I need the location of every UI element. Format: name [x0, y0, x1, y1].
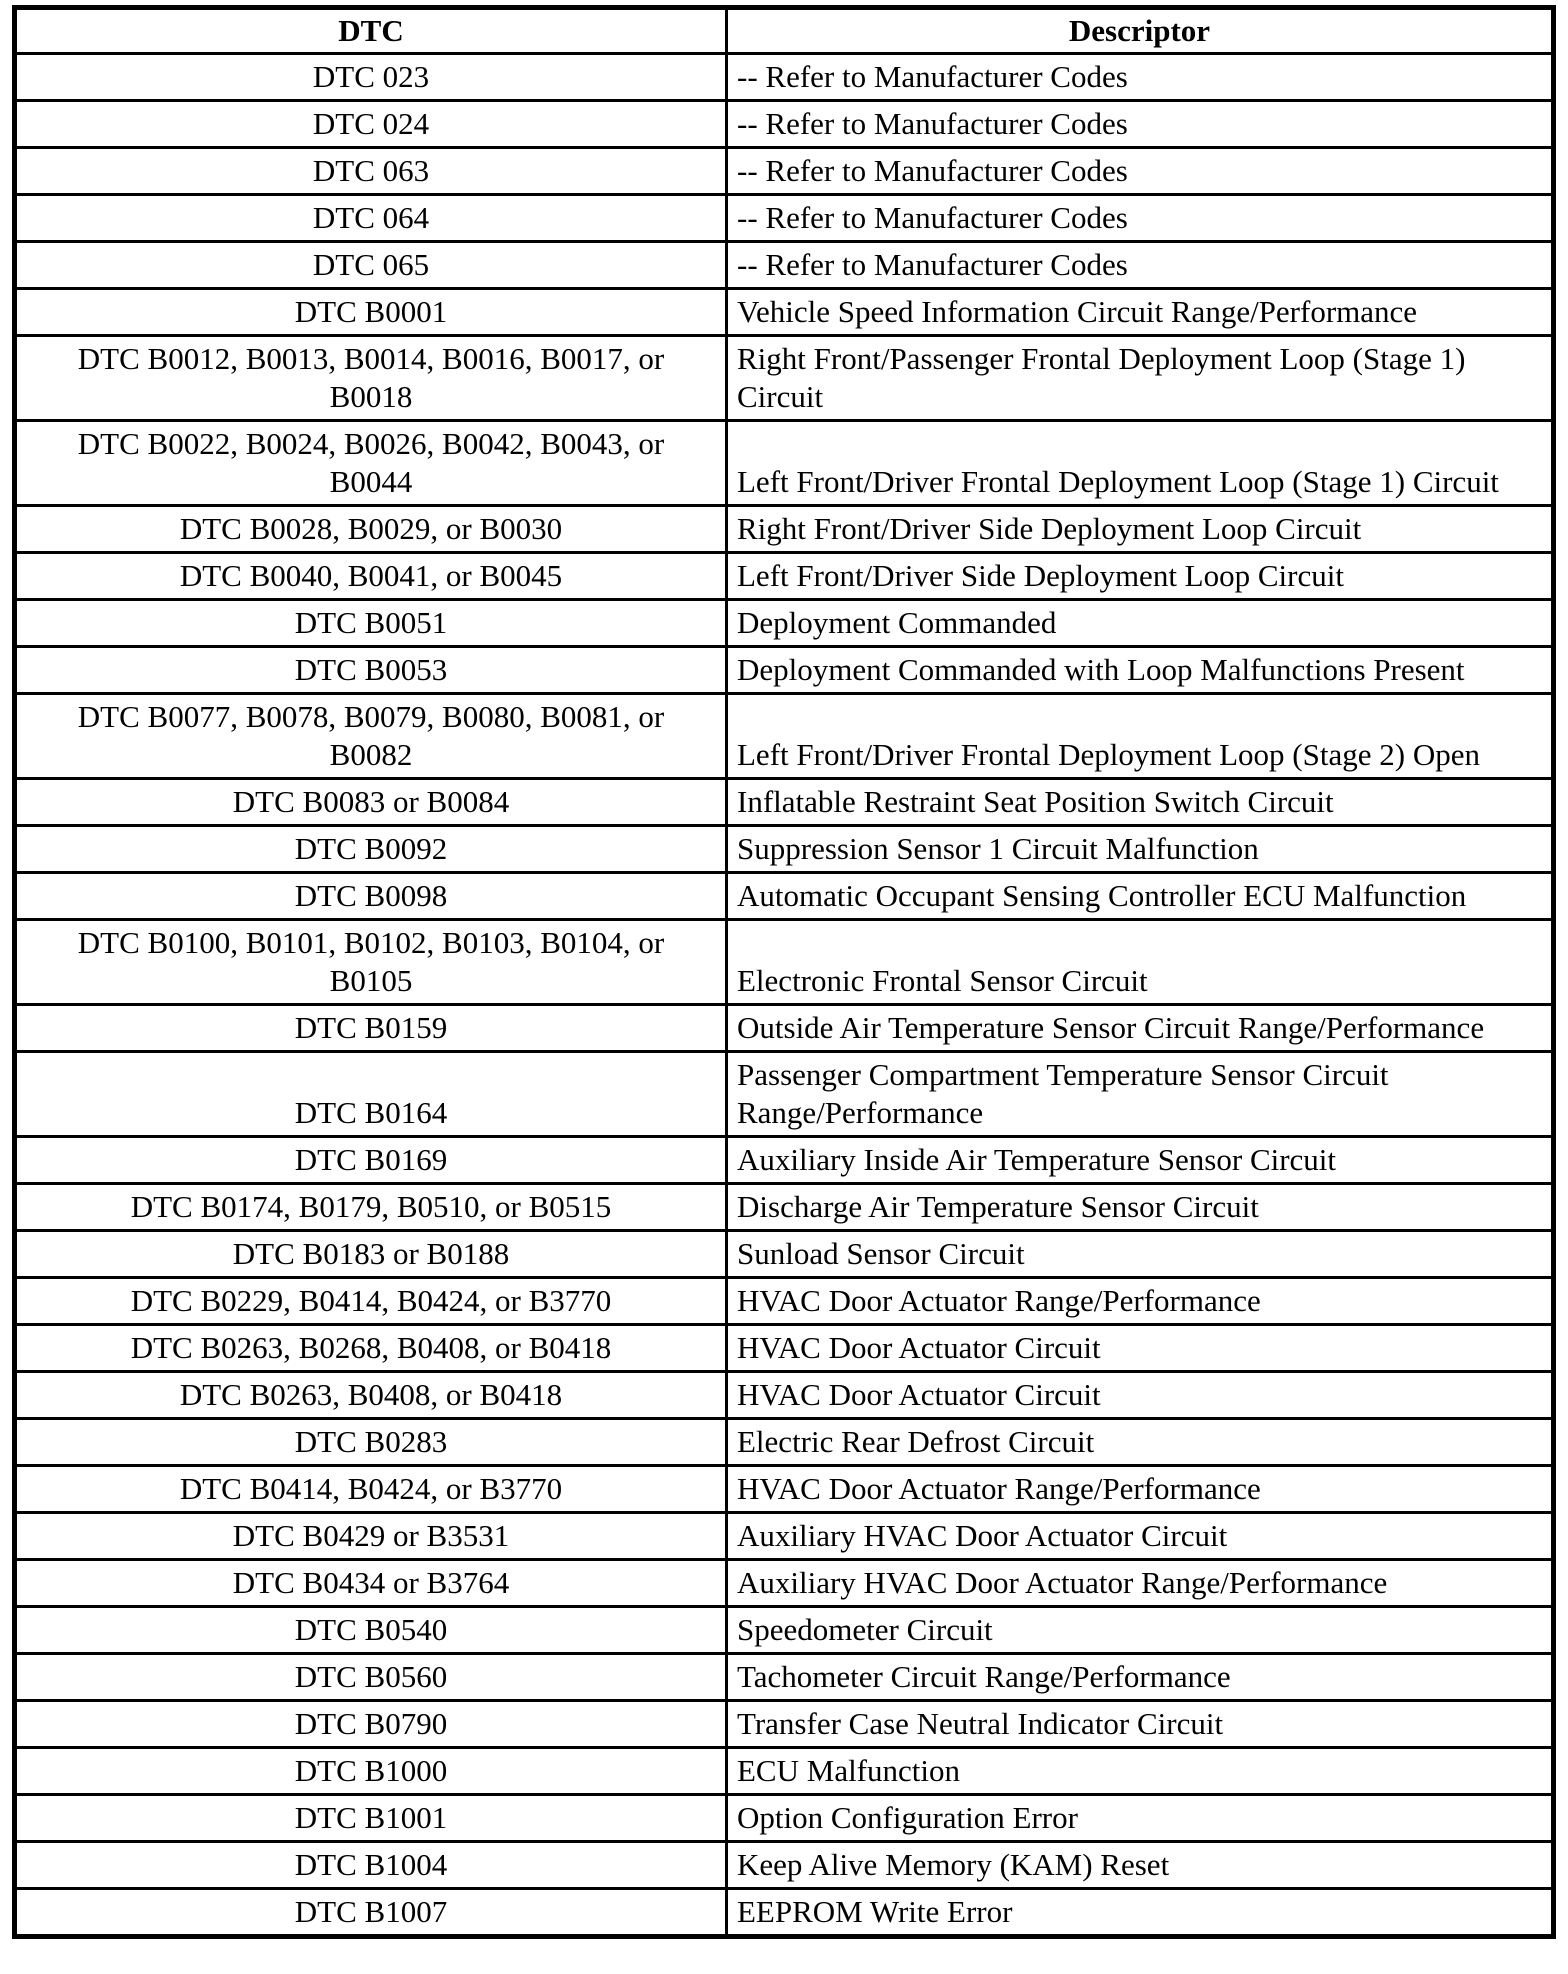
dtc-code-cell: DTC B0429 or B3531 — [15, 1513, 727, 1560]
dtc-code-cell: DTC B0263, B0268, B0408, or B0418 — [15, 1325, 727, 1372]
dtc-code-cell: DTC B0560 — [15, 1654, 727, 1701]
table-row — [15, 1184, 1554, 1231]
descriptor-cell: HVAC Door Actuator Range/Performance — [727, 1466, 1554, 1513]
descriptor-cell: EEPROM Write Error — [727, 1889, 1554, 1937]
descriptor-cell: Transfer Case Neutral Indicator Circuit — [727, 1701, 1554, 1748]
descriptor-cell: Electronic Frontal Sensor Circuit — [727, 920, 1554, 1005]
table-row — [15, 873, 1554, 920]
table-row — [15, 242, 1554, 289]
dtc-code-cell: DTC 023 — [15, 54, 727, 101]
descriptor-cell: Speedometer Circuit — [727, 1607, 1554, 1654]
table-row — [15, 1701, 1554, 1748]
table-row — [15, 826, 1554, 873]
table-row — [15, 336, 1554, 421]
table-row — [15, 1005, 1554, 1052]
descriptor-cell: Left Front/Driver Side Deployment Loop Circuit — [727, 553, 1554, 600]
descriptor-cell: -- Refer to Manufacturer Codes — [727, 195, 1554, 242]
table-row — [15, 694, 1554, 779]
table-row — [15, 1325, 1554, 1372]
dtc-code-cell: DTC B0028, B0029, or B0030 — [15, 506, 727, 553]
descriptor-cell: Left Front/Driver Frontal Deployment Loop (Stage 1) Circuit — [727, 421, 1554, 506]
descriptor-cell: Discharge Air Temperature Sensor Circuit — [727, 1184, 1554, 1231]
table-row — [15, 553, 1554, 600]
dtc-code-cell: DTC B1004 — [15, 1842, 727, 1889]
descriptor-cell: HVAC Door Actuator Circuit — [727, 1325, 1554, 1372]
table-row — [15, 1052, 1554, 1137]
dtc-code-cell: DTC B0414, B0424, or B3770 — [15, 1466, 727, 1513]
table-row — [15, 1231, 1554, 1278]
descriptor-cell: Tachometer Circuit Range/Performance — [727, 1654, 1554, 1701]
table-row — [15, 148, 1554, 195]
descriptor-cell: ECU Malfunction — [727, 1748, 1554, 1795]
table-row — [15, 195, 1554, 242]
dtc-code-cell: DTC B0092 — [15, 826, 727, 873]
dtc-code-cell: DTC B0790 — [15, 1701, 727, 1748]
descriptor-cell: Auxiliary HVAC Door Actuator Range/Performance — [727, 1560, 1554, 1607]
descriptor-cell: Sunload Sensor Circuit — [727, 1231, 1554, 1278]
descriptor-cell: Outside Air Temperature Sensor Circuit Range/Performance — [727, 1005, 1554, 1052]
table-row — [15, 1748, 1554, 1795]
table-row — [15, 1137, 1554, 1184]
column-header-dtc: DTC — [15, 8, 727, 54]
table-row — [15, 920, 1554, 1005]
dtc-code-cell: DTC B0263, B0408, or B0418 — [15, 1372, 727, 1419]
dtc-code-cell: DTC B0434 or B3764 — [15, 1560, 727, 1607]
dtc-code-cell: DTC B0169 — [15, 1137, 727, 1184]
dtc-code-cell: DTC B0040, B0041, or B0045 — [15, 553, 727, 600]
table-header — [15, 8, 1554, 54]
descriptor-cell: Auxiliary HVAC Door Actuator Circuit — [727, 1513, 1554, 1560]
table-row — [15, 1842, 1554, 1889]
table-row — [15, 779, 1554, 826]
dtc-code-cell: DTC B1000 — [15, 1748, 727, 1795]
column-header-descriptor: Descriptor — [727, 8, 1554, 54]
descriptor-cell: Right Front/Passenger Frontal Deployment Loop (Stage 1) Circuit — [727, 336, 1554, 421]
dtc-code-cell: DTC B1001 — [15, 1795, 727, 1842]
dtc-code-cell: DTC 064 — [15, 195, 727, 242]
table-row — [15, 289, 1554, 336]
dtc-code-cell: DTC 024 — [15, 101, 727, 148]
dtc-code-cell: DTC B0229, B0414, B0424, or B3770 — [15, 1278, 727, 1325]
table-row — [15, 1654, 1554, 1701]
descriptor-cell: Option Configuration Error — [727, 1795, 1554, 1842]
table-row — [15, 1466, 1554, 1513]
descriptor-cell: Auxiliary Inside Air Temperature Sensor Circuit — [727, 1137, 1554, 1184]
table-row — [15, 1419, 1554, 1466]
dtc-code-cell: DTC B0012, B0013, B0014, B0016, B0017, or B0018 — [15, 336, 727, 421]
descriptor-cell: Left Front/Driver Frontal Deployment Loop (Stage 2) Open — [727, 694, 1554, 779]
dtc-code-cell: DTC B0159 — [15, 1005, 727, 1052]
dtc-code-cell: DTC B0001 — [15, 289, 727, 336]
table-row — [15, 506, 1554, 553]
descriptor-cell: -- Refer to Manufacturer Codes — [727, 54, 1554, 101]
descriptor-cell: Right Front/Driver Side Deployment Loop Circuit — [727, 506, 1554, 553]
descriptor-cell: -- Refer to Manufacturer Codes — [727, 242, 1554, 289]
table-body — [15, 54, 1554, 1937]
dtc-code-cell: DTC B1007 — [15, 1889, 727, 1937]
dtc-code-cell: DTC 065 — [15, 242, 727, 289]
descriptor-cell: HVAC Door Actuator Range/Performance — [727, 1278, 1554, 1325]
dtc-code-cell: DTC B0022, B0024, B0026, B0042, B0043, or B0044 — [15, 421, 727, 506]
dtc-code-cell: DTC B0174, B0179, B0510, or B0515 — [15, 1184, 727, 1231]
table-row — [15, 1607, 1554, 1654]
table-row — [15, 600, 1554, 647]
dtc-code-cell: DTC B0283 — [15, 1419, 727, 1466]
table-row — [15, 101, 1554, 148]
dtc-code-cell: DTC B0540 — [15, 1607, 727, 1654]
dtc-code-cell: DTC 063 — [15, 148, 727, 195]
table-row — [15, 647, 1554, 694]
dtc-code-cell: DTC B0083 or B0084 — [15, 779, 727, 826]
descriptor-cell: Deployment Commanded — [727, 600, 1554, 647]
descriptor-cell: Keep Alive Memory (KAM) Reset — [727, 1842, 1554, 1889]
header-row — [15, 8, 1554, 54]
dtc-code-cell: DTC B0098 — [15, 873, 727, 920]
table-row — [15, 54, 1554, 101]
descriptor-cell: -- Refer to Manufacturer Codes — [727, 101, 1554, 148]
descriptor-cell: Electric Rear Defrost Circuit — [727, 1419, 1554, 1466]
table-row — [15, 1513, 1554, 1560]
table-row — [15, 1795, 1554, 1842]
dtc-code-cell: DTC B0077, B0078, B0079, B0080, B0081, or B0082 — [15, 694, 727, 779]
descriptor-cell: HVAC Door Actuator Circuit — [727, 1372, 1554, 1419]
dtc-table — [12, 5, 1556, 1939]
descriptor-cell: Deployment Commanded with Loop Malfunctions Present — [727, 647, 1554, 694]
descriptor-cell: Inflatable Restraint Seat Position Switch Circuit — [727, 779, 1554, 826]
table-row — [15, 1889, 1554, 1937]
table-row — [15, 1372, 1554, 1419]
table-row — [15, 1560, 1554, 1607]
descriptor-cell: Suppression Sensor 1 Circuit Malfunction — [727, 826, 1554, 873]
dtc-code-cell: DTC B0053 — [15, 647, 727, 694]
descriptor-cell: Automatic Occupant Sensing Controller ECU Malfunction — [727, 873, 1554, 920]
table-row — [15, 1278, 1554, 1325]
descriptor-cell: Vehicle Speed Information Circuit Range/Performance — [727, 289, 1554, 336]
table-row — [15, 421, 1554, 506]
dtc-code-cell: DTC B0051 — [15, 600, 727, 647]
descriptor-cell: Passenger Compartment Temperature Sensor Circuit Range/Performance — [727, 1052, 1554, 1137]
dtc-code-cell: DTC B0164 — [15, 1052, 727, 1137]
dtc-code-cell: DTC B0183 or B0188 — [15, 1231, 727, 1278]
dtc-code-cell: DTC B0100, B0101, B0102, B0103, B0104, or B0105 — [15, 920, 727, 1005]
descriptor-cell: -- Refer to Manufacturer Codes — [727, 148, 1554, 195]
